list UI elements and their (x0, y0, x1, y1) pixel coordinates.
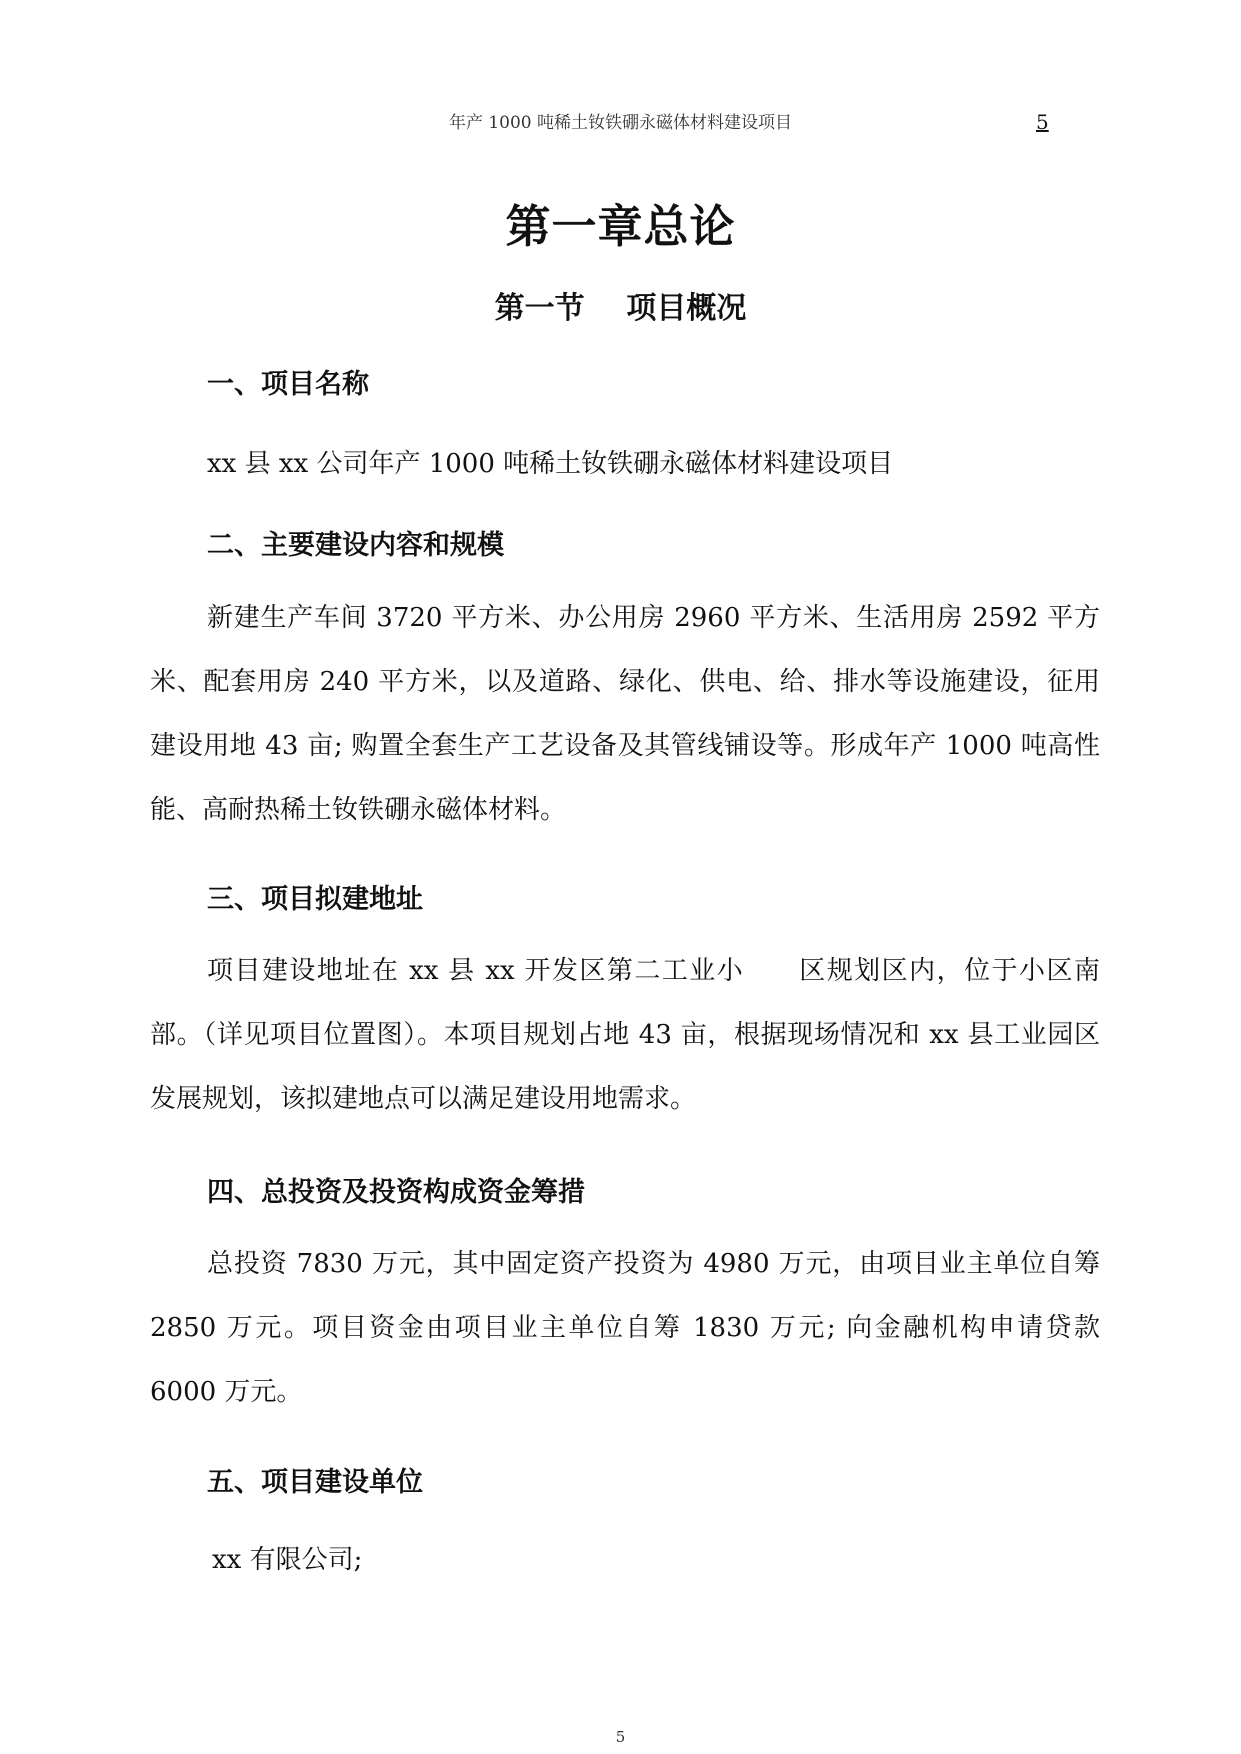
paragraph-construction-unit: xx 有限公司; (212, 1545, 363, 1575)
running-header: 年产 1000 吨稀土钕铁硼永磁体材料建设项目 (448, 113, 793, 133)
paragraph-construction-scope: 新建生产车间 3720 平方米、办公用房 2960 平方米、生活用房 2592 平方米、配套用房 240 平方米，以及道路、绿化、供电、给、排水等设施建设，征用建设用地 43 亩; 购置全套生产工艺设备及其管线铺设等。形成年产 1000 吨高性能、高耐热稀土钕铁硼永磁体材料。 (150, 603, 1100, 825)
paragraph-project-site: 项目建设地址在 xx 县 xx 开发区第二工业小 区规划区内，位于小区南部。（详见项目位置图）。本项目规划占地 43 亩，根据现场情况和 xx 县工业园区发展规划，该拟建地点可以满足建设用地需求。 (150, 956, 1100, 1114)
heading-investment: 四、总投资及投资构成资金筹措 (207, 1177, 585, 1208)
heading-construction-scope: 二、主要建设内容和规模 (207, 530, 504, 561)
heading-construction-unit: 五、项目建设单位 (207, 1467, 423, 1498)
paragraph-project-name: xx 县 xx 公司年产 1000 吨稀土钕铁硼永磁体材料建设项目 (207, 449, 894, 479)
header-page-number: 5 (1036, 110, 1049, 134)
heading-project-name: 一、项目名称 (207, 369, 369, 400)
footer-page-number: 5 (615, 1728, 626, 1746)
paragraph-investment: 总投资 7830 万元，其中固定资产投资为 4980 万元，由项目业主单位自筹 2850 万元。项目资金由项目业主单位自筹 1830 万元; 向金融机构申请贷款 6000 万元。 (150, 1249, 1100, 1407)
chapter-title: 第一章总论 (505, 200, 736, 253)
heading-project-site: 三、项目拟建地址 (207, 884, 423, 915)
section-title: 第一节 项目概况 (494, 291, 747, 326)
